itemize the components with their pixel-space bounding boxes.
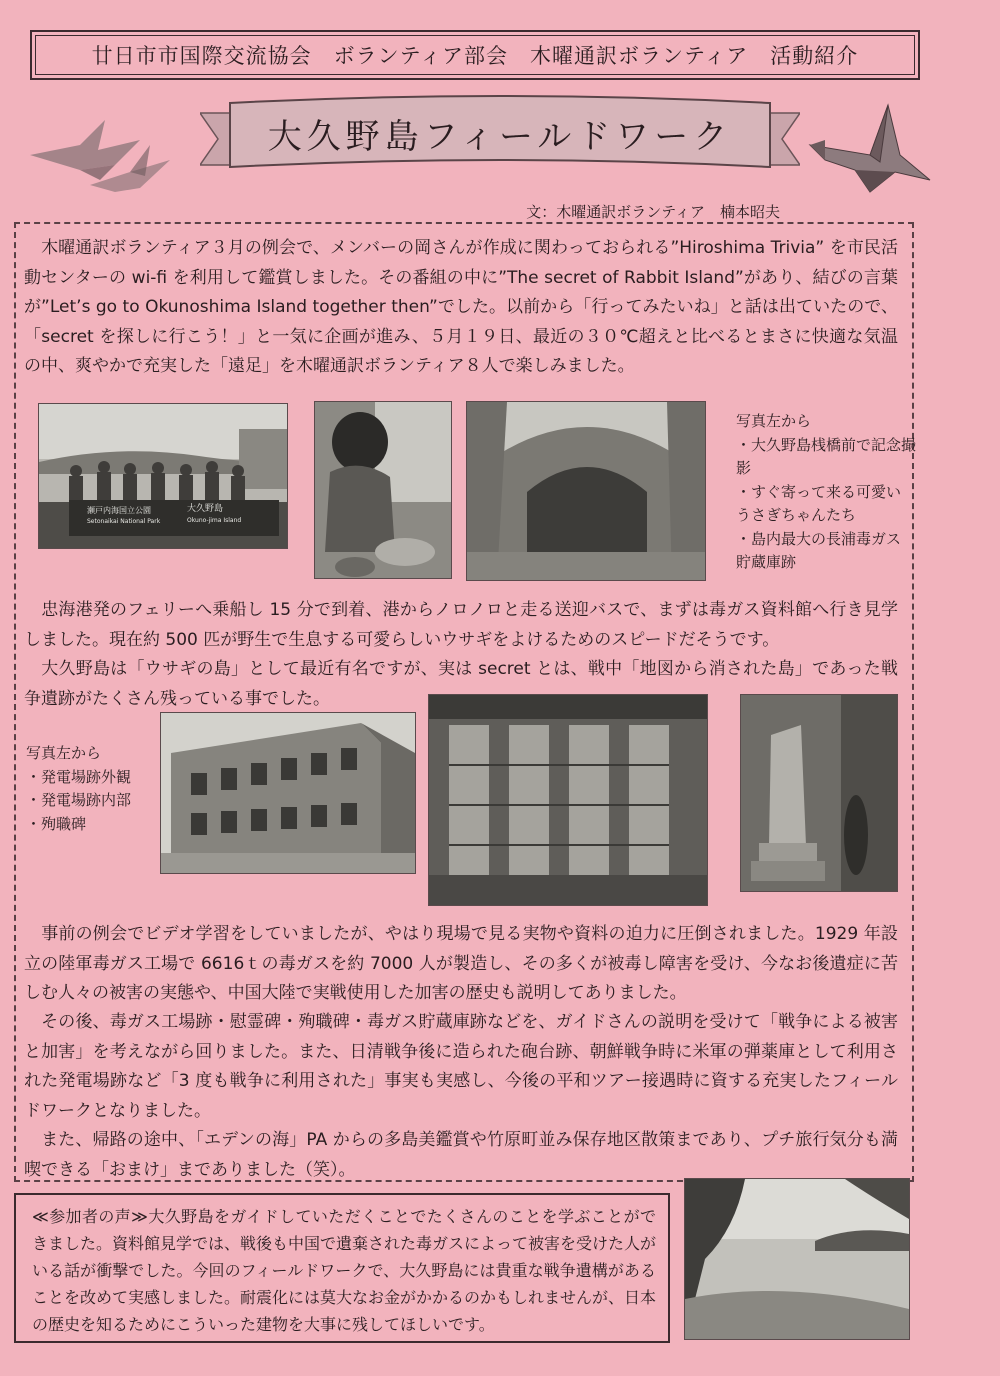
caption-line: ・発電場跡内部 xyxy=(26,791,132,809)
caption-line: うさぎちゃんたち xyxy=(736,506,857,524)
caption-line: 写真左から xyxy=(26,744,102,762)
title-banner xyxy=(200,95,800,185)
photo-seascape xyxy=(684,1178,910,1340)
paper-crane-left-icon xyxy=(20,110,180,200)
caption-line: ・大久野島桟橋前で記念撮影 xyxy=(736,435,917,477)
caption-line: 写真左から xyxy=(736,412,812,430)
caption-line: 貯蔵庫跡 xyxy=(736,553,797,571)
header-title: 廿日市市国際交流協会 ボランティア部会 木曜通訳ボランティア 活動紹介 xyxy=(91,44,859,68)
caption-line: ・島内最大の長浦毒ガス xyxy=(736,529,902,548)
caption-line: ・すぐ寄って来る可愛い xyxy=(736,482,902,501)
byline: 文：木曜通訳ボランティア 楠本昭夫 xyxy=(526,203,780,221)
sign-left-text: 瀬戸内海国立公園 Setonaikai National Park xyxy=(87,506,161,525)
paragraph-return-trip: また、帰路の途中、「エデンの海」PA からの多島美鑑賞や竹原町並み保存地区散策まであり、プチ旅行気分も満喫できる「おまけ」までありました（笑）。 xyxy=(24,1130,898,1180)
photo-power-plant-exterior xyxy=(160,712,416,874)
paragraph-sites-visited: その後、毒ガス工場跡・慰霊碑・殉職碑・毒ガス貯蔵庫跡などを、ガイドさんの説明を受けて「戦争による被害と加害」を考えながら回りました。また、日清戦争後に造られた砲台跡、朝鮮戦争時に米軍の弾薬庫として利用された発電場跡など「3 度も戦争に利用された」事実も実感し、今後の平和ツアー接遇時に資する充実したフィールドワークとなりました。 xyxy=(24,1012,898,1121)
header-box xyxy=(30,30,920,80)
photo-rabbits xyxy=(314,401,452,579)
caption-middle-photos xyxy=(26,742,156,836)
photo-memorial-stone xyxy=(740,694,898,892)
photo-power-plant-interior xyxy=(428,694,708,906)
paper-crane-right-icon xyxy=(800,100,940,200)
sign-right-text: 大久野島 Okuno-jima Island xyxy=(187,504,242,524)
caption-top-photos xyxy=(736,410,916,575)
page-title: 大久野島フィールドワーク xyxy=(267,117,733,157)
participant-voice-box xyxy=(14,1193,670,1343)
photo-group-at-pier xyxy=(38,403,288,549)
paragraph-ferry: 忠海港発のフェリーへ乗船し 15 分で到着、港からノロノロと走る送迎バスで、まずは毒ガス資料館へ行き見学しました。現在約 500 匹が野生で生息する可愛らしいウサギをよけるためのスピードだそうです。 xyxy=(24,600,898,650)
caption-line: ・発電場跡外観 xyxy=(26,767,132,786)
paragraph-factory-history: 事前の例会でビデオ学習をしていましたが、やはり現場で見る実物や資料の迫力に圧倒されました。1929 年設立の陸軍毒ガス工場で 6616ｔの毒ガスを約 7000 人が製造し、その多くが被毒し障害を受け、今なお後遺症に苦しむ人々の被害の実態や、中国大陸で実戦使用した加害の歴史も説明してありました。 xyxy=(24,924,898,1003)
paragraph-intro: 木曜通訳ボランティア３月の例会で、メンバーの岡さんが作成に関わっておられる”Hiroshima Trivia” を市民活動センターの wi-fi を利用して鑑賞しました。その番組の中に”The secret of Rabbit Island”があり、結びの言葉が”Let’s go to Okunoshima Island together then”でした。以前から「行ってみたいね」と話は出ていたので、「secret を探しに行こう！」と一気に企画が進み、５月１９日、最近の３０℃超えと比べるとまさに快適な気温の中、爽やかで充実した「遠足」を木曜通訳ボランティア８人で楽しみました。 xyxy=(24,238,898,376)
paragraph-rabbit-island: 大久野島は「ウサギの島」として最近有名ですが、実は secret とは、戦中「地図から消された島」であった戦争遺跡がたくさん残っている事でした。 xyxy=(24,659,898,709)
participant-voice-text: ≪参加者の声≫大久野島をガイドしていただくことでたくさんのことを学ぶことができました。資料館見学では、戦後も中国で遺棄された毒ガスによって被害を受けた人がいる話が衝撃でした。今回のフィールドワークで、大久野島には貴重な戦争遺構があることを改めて実感しました。耐震化には莫大なお金がかかるのかもしれませんが、日本の歴史を知るためにこういった建物を大事に残してほしいです。 xyxy=(32,1207,657,1334)
photo-poison-gas-storage xyxy=(466,401,706,581)
caption-line: ・殉職碑 xyxy=(26,814,87,833)
